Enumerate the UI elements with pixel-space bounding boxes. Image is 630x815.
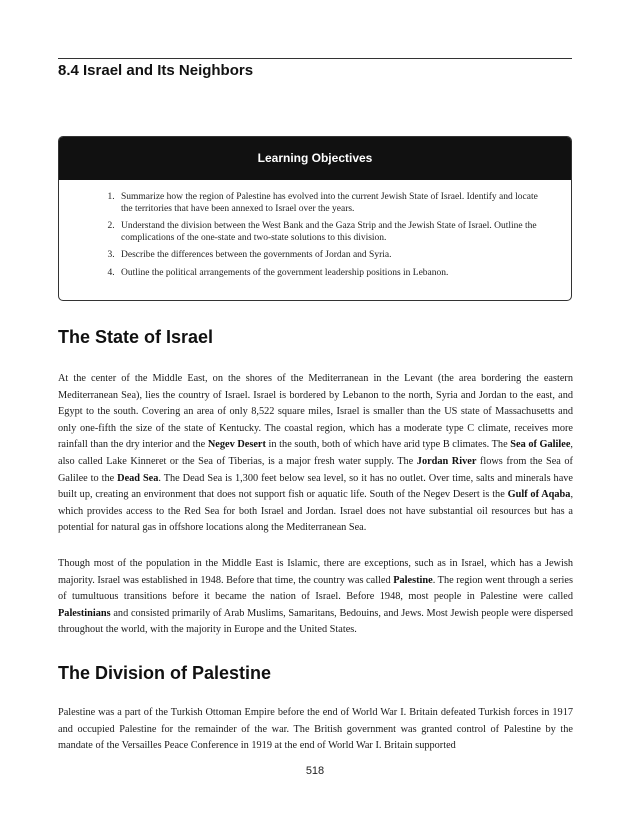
page-number: 518 <box>305 765 325 777</box>
objective-item: 1. Summarize how the region of Palestine has evolved into the current Jewish State of Israel. Identify and locate the territories that have been annexed to Israel over the years. <box>117 192 541 215</box>
objective-item: 2. Understand the division between the West Bank and the Gaza Strip and the Jewish State of Israel. Outline the complications of the one-state and two-state solutions to this division. <box>117 221 541 244</box>
objective-item: 4. Outline the political arrangements of the government leadership positions in Lebanon. <box>117 268 541 280</box>
heading-state-of-israel: The State of Israel <box>58 327 214 347</box>
header-rule <box>58 58 572 59</box>
term-palestinians: Palestinians <box>58 607 111 619</box>
term-gulf-of-aqaba: Gulf of Aqaba <box>507 489 571 501</box>
paragraph-israel-geography: At the center of the Middle East, on the shores of the Mediterranean in the Levant (the area bordering the eastern Mediterranean Sea), lies the country of Israel. Israel is bordered by Lebanon to the north, Syria and Jordan to the east, and Egypt to the south. Covering an area of only 8,522 square miles, Israel is smaller than the US state of Massachusetts and only one-fifth the size of the state of Kentucky. The coastal region, which has a moderate type C climate, receives more rainfall than the dry interior and the Negev Desert in the south, both of which have arid type B climates. The Sea of Galilee, also called Lake Kinneret or the Sea of Tiberias, is a major fresh water supply. The Jordan River flows from the Sea of Galilee to the Dead Sea. The Dead Sea is 1,300 feet below sea level, so it has no outlet. Over time, salts and minerals have built up, creating an environment that does not support fish or aquatic life. South of the Negev Desert is the Gulf of Aqaba, which provides access to the Red Sea for both Israel and Jordan. Israel does not have substantial oil resources but has a potential for natural gas in offshore locations along the Mediterranean Sea. <box>58 373 574 534</box>
learning-objectives-title: Learning Objectives <box>59 137 571 180</box>
term-palestine: Palestine <box>393 574 433 586</box>
paragraph-israel-population: Though most of the population in the Middle East is Islamic, there are exceptions, such as in Israel, which has a Jewish majority. Israel was established in 1948. Before that time, the country was called Palestine. The region went through a series of tumultuous transitions before it became the nation of Israel. Before 1948, most people in Palestine were called Palestinians and consisted primarily of Arab Muslims, Samaritans, Bedouins, and Jews. Most Jewish people were dispersed throughout the world, with the majority in Europe and the United States. <box>58 558 573 636</box>
objective-item: 3. Describe the differences between the governments of Jordan and Syria. <box>117 250 541 262</box>
learning-objectives-list <box>59 180 571 279</box>
section-title: 8.4 Israel and Its Neighbors <box>58 62 254 79</box>
heading-division-of-palestine: The Division of Palestine <box>58 663 272 683</box>
term-negev-desert: Negev Desert <box>207 439 266 451</box>
paragraph-division-of-palestine: Palestine was a part of the Turkish Ottoman Empire before the end of World War I. Britain defeated Turkish forces in 1917 and occupied Palestine for the remainder of the war. The British government was granted control of Palestine by the mandate of the Versailles Peace Conference in 1919 at the end of World War I. Britain supported <box>58 707 573 752</box>
term-sea-of-galilee: Sea of Galilee <box>510 439 571 451</box>
term-jordan-river: Jordan River <box>416 455 477 467</box>
learning-objectives-box <box>58 136 572 301</box>
term-dead-sea: Dead Sea <box>117 472 159 484</box>
